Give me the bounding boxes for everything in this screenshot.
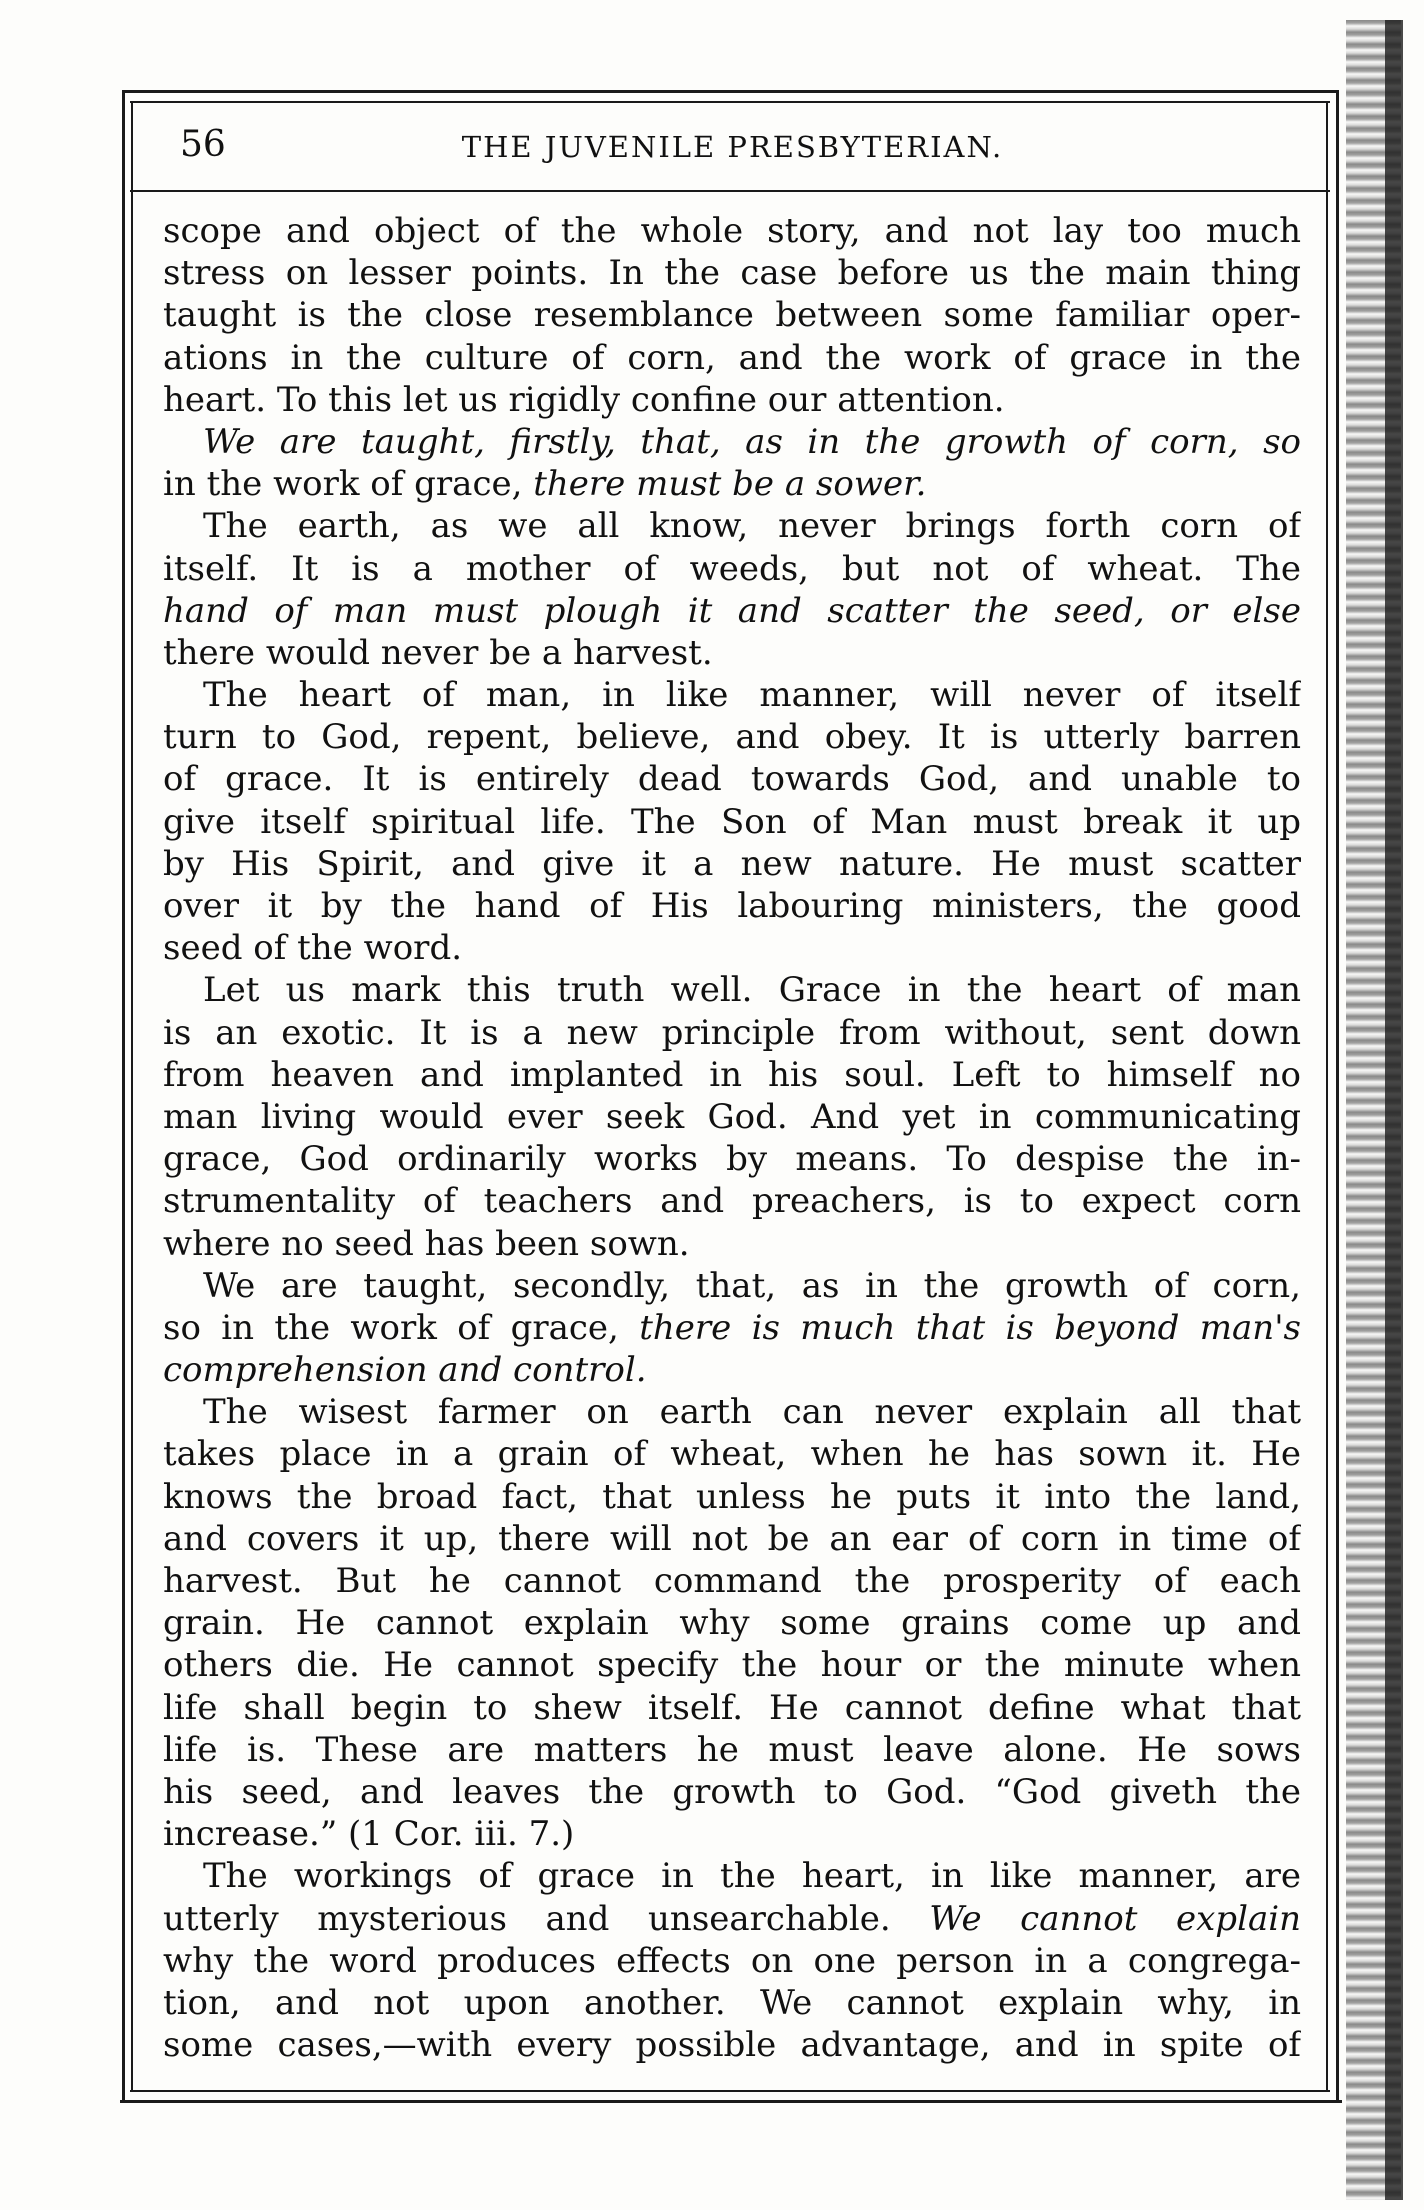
text-line — [163, 1138, 1301, 1180]
text-segment: in the work of grace, — [163, 464, 534, 505]
text-line — [163, 1729, 1301, 1771]
text-segment: others die. He cannot specify the hour or the minute when — [163, 1645, 1301, 1686]
text-line — [163, 674, 1301, 716]
text-line — [163, 294, 1301, 336]
text-segment: so in the work of grace, — [163, 1307, 640, 1348]
text-segment: why the word produces effects on one person in a congrega- — [163, 1940, 1301, 1981]
frame-top-rule-inner — [130, 101, 1330, 103]
body-text — [163, 210, 1301, 2066]
text-line — [163, 1433, 1301, 1475]
text-line — [163, 1771, 1301, 1813]
text-segment: some cases,—with every possible advantage, and in spite of — [163, 2025, 1301, 2066]
text-line — [163, 337, 1301, 379]
italic-text: comprehension and control. — [163, 1350, 647, 1391]
text-line — [163, 969, 1301, 1011]
text-line — [163, 1223, 1301, 1265]
text-segment: The earth, as we all know, never brings forth corn of — [203, 506, 1301, 547]
text-line — [163, 505, 1301, 547]
text-segment: The workings of grace in the heart, in like manner, are — [203, 1856, 1301, 1897]
text-line — [163, 885, 1301, 927]
text-line — [163, 758, 1301, 800]
text-segment: harvest. But he cannot command the prosperity of each — [163, 1561, 1301, 1601]
page-header — [160, 118, 1305, 178]
text-segment: there would never be a harvest. — [163, 632, 713, 673]
text-segment: The heart of man, in like manner, will never of itself — [203, 675, 1301, 716]
text-segment: man living would ever seek God. And yet in communicating — [163, 1096, 1301, 1137]
italic-text: We are taught, firstly, that, as in the growth of corn, so — [203, 421, 1301, 462]
text-line — [163, 1180, 1301, 1222]
text-segment: ations in the culture of corn, and the work of grace in the — [163, 337, 1301, 378]
text-segment: increase.” (1 Cor. iii. 7.) — [163, 1814, 575, 1855]
binding-edge-shadow — [1385, 20, 1403, 2200]
text-line — [163, 548, 1301, 590]
text-segment: The wisest farmer on earth can never explain all that — [203, 1392, 1301, 1433]
text-line — [163, 1518, 1301, 1560]
frame-left-rule-outer — [122, 90, 125, 2103]
text-line — [163, 1560, 1301, 1602]
text-line — [163, 716, 1301, 758]
text-line — [163, 1476, 1301, 1518]
text-line — [163, 2024, 1301, 2066]
text-line — [163, 1391, 1301, 1433]
text-segment: scope and object of the whole story, and not lay too much — [163, 211, 1301, 251]
text-line — [163, 843, 1301, 885]
text-line — [163, 801, 1301, 843]
text-line — [163, 252, 1301, 294]
italic-text: there must be a sower. — [533, 464, 927, 505]
text-segment: by His Spirit, and give it a new nature. He must scatter — [163, 843, 1301, 884]
text-segment: life is. These are matters he must leave alone. He sows — [163, 1729, 1301, 1770]
text-line — [163, 463, 1301, 505]
text-segment: strumentality of teachers and preachers, is to expect corn — [163, 1181, 1301, 1222]
text-segment: turn to God, repent, believe, and obey. It is utterly barren — [163, 717, 1301, 758]
text-line — [163, 927, 1301, 969]
frame-left-rule-inner — [131, 101, 133, 2092]
text-segment: heart. To this let us rigidly confine our attention. — [163, 379, 1005, 420]
text-line — [163, 1940, 1301, 1982]
italic-text: hand of man must plough it and scatter the seed, or else — [163, 590, 1301, 631]
text-segment: knows the broad fact, that unless he puts it into the land, — [163, 1476, 1301, 1517]
text-segment: itself. It is a mother of weeds, but not of wheat. The — [163, 548, 1301, 589]
text-line — [163, 1307, 1301, 1349]
text-segment: of grace. It is entirely dead towards God, and unable to — [163, 759, 1301, 800]
text-segment: takes place in a grain of wheat, when he has sown it. He — [163, 1434, 1301, 1475]
text-line — [163, 1096, 1301, 1138]
text-segment: is an exotic. It is a new principle from without, sent down — [163, 1012, 1301, 1053]
frame-right-rule-inner — [1326, 101, 1328, 2092]
page-number: 56 — [180, 124, 226, 165]
text-line — [163, 1265, 1301, 1307]
text-segment: grace, God ordinarily works by means. To despise the in- — [163, 1139, 1301, 1180]
text-line — [163, 1054, 1301, 1096]
text-segment: taught is the close resemblance between some familiar oper- — [163, 295, 1301, 336]
italic-text: there is much that is beyond man's — [639, 1307, 1301, 1348]
frame-bottom-rule-inner — [130, 2090, 1330, 2092]
text-line — [163, 1813, 1301, 1855]
text-line — [163, 210, 1301, 252]
text-line — [163, 1687, 1301, 1729]
text-line — [163, 1898, 1301, 1940]
text-segment: seed of the word. — [163, 928, 463, 969]
text-segment: over it by the hand of His labouring ministers, the good — [163, 886, 1301, 926]
text-segment: from heaven and implanted in his soul. Left to himself no — [163, 1054, 1301, 1095]
text-segment: tion, and not upon another. We cannot explain why, in — [163, 1982, 1301, 2023]
text-line — [163, 1602, 1301, 1644]
text-line — [163, 1012, 1301, 1054]
text-segment: his seed, and leaves the growth to God. “God giveth the — [163, 1771, 1301, 1812]
frame-top-rule-outer — [123, 90, 1338, 93]
running-title: THE JUVENILE PRESBYTERIAN. — [461, 130, 1004, 164]
text-line — [163, 1644, 1301, 1686]
text-line — [163, 590, 1301, 632]
text-segment: grain. He cannot explain why some grains come up and — [163, 1603, 1301, 1644]
text-segment: life shall begin to shew itself. He cannot define what that — [163, 1687, 1301, 1728]
text-segment: utterly mysterious and unsearchable. — [163, 1898, 930, 1939]
text-line — [163, 1855, 1301, 1897]
text-segment: Let us mark this truth well. Grace in the heart of man — [203, 970, 1301, 1011]
text-line — [163, 421, 1301, 463]
text-line — [163, 632, 1301, 674]
text-segment: where no seed has been sown. — [163, 1223, 690, 1264]
italic-text: We cannot explain — [929, 1898, 1301, 1939]
text-segment: stress on lesser points. In the case before us the main thing — [163, 253, 1301, 294]
text-segment: give itself spiritual life. The Son of Man must break it up — [163, 801, 1301, 842]
text-line — [163, 1982, 1301, 2024]
header-rule — [130, 190, 1330, 192]
text-line — [163, 379, 1301, 421]
text-line — [163, 1349, 1301, 1391]
text-segment: and covers it up, there will not be an ear of corn in time of — [163, 1518, 1301, 1559]
frame-right-rule-outer — [1336, 90, 1339, 2103]
frame-bottom-rule-outer — [120, 2100, 1342, 2103]
text-segment: We are taught, secondly, that, as in the growth of corn, — [203, 1265, 1301, 1306]
